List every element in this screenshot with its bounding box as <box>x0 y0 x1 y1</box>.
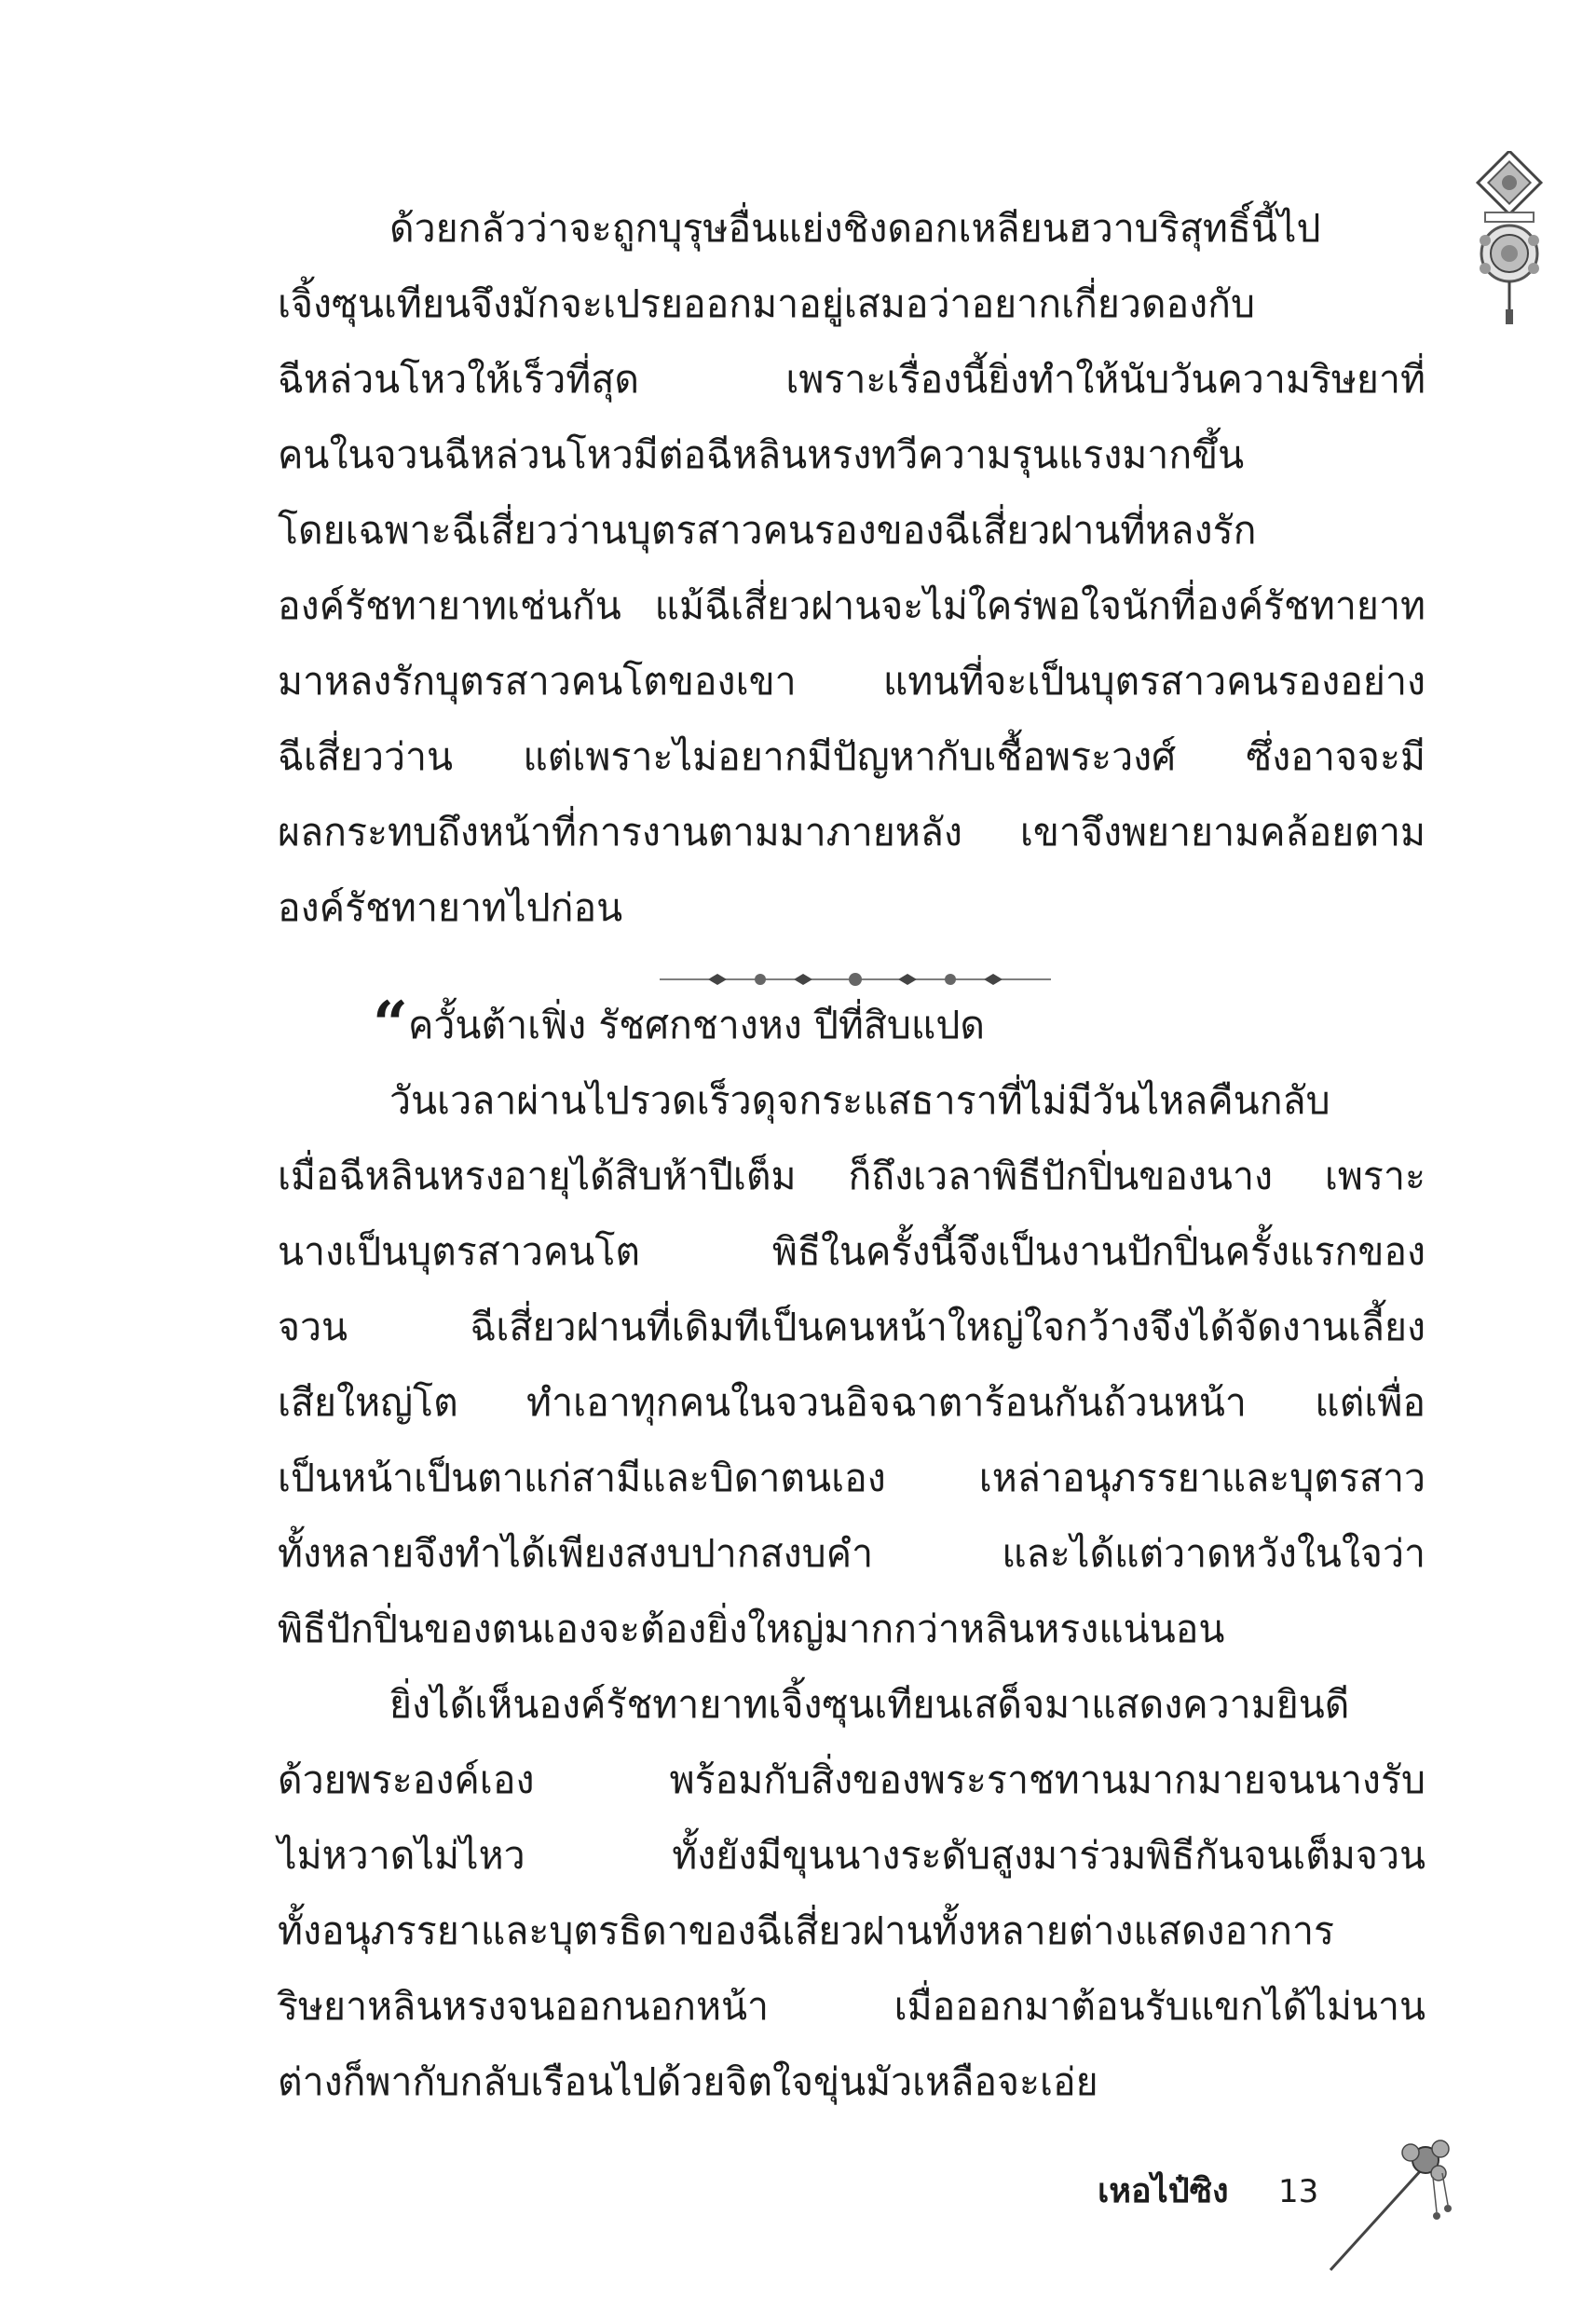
text-line: เจิ้งซุนเทียนจึงมักจะเปรยออกมาอยู่เสมอว่าอยากเกี่ยวดองกับ <box>278 281 1256 326</box>
text-line: ต่างก็พากับกลับเรือนไปด้วยจิตใจขุ่นมัวเหลือจะเอ่ย <box>278 2059 1098 2104</box>
text-line: ฉีเสี่ยวว่าน แต่เพราะไม่อยากมีปัญหากับเชื้อพระวงศ์ ซึ่งอาจจะมี <box>278 734 1425 779</box>
text-line: ผลกระทบถึงหน้าที่การงานตามมาภายหลัง เขาจึงพยายามคล้อยตาม <box>278 810 1425 855</box>
quote-mark: “ <box>373 988 402 1060</box>
text-line: ไม่หวาดไม่ไหว ทั้งยังมีขุนนางระดับสูงมาร่วมพิธีกันจนเต็มจวน <box>278 1833 1425 1878</box>
text-line: เป็นหน้าเป็นตาแก่สามีและบิดาตนเอง เหล่าอนุภรรยาและบุตรสาว <box>278 1456 1425 1500</box>
paragraph-block-bottom <box>278 988 1425 2120</box>
hairpin-ornament-icon <box>1321 2132 1456 2277</box>
text-line: จวน ฉีเสี่ยวฝานที่เดิมทีเป็นคนหน้าใหญ่ใจกว้างจึงได้จัดงานเลี้ยง <box>278 1305 1425 1349</box>
text-line: เมื่อฉีหลินหรงอายุได้สิบห้าปีเต็ม ก็ถึงเวลาพิธีปักปิ่นของนาง เพราะ <box>278 1154 1425 1198</box>
text-line: ริษยาหลินหรงจนออกนอกหน้า เมื่อออกมาต้อนรับแขกได้ไม่นาน <box>278 1984 1425 2029</box>
footer-book-title: เหอไป๋ซิง <box>1098 2172 1229 2210</box>
text-line: วันเวลาผ่านไปรวดเร็วดุจกระแสธาราที่ไม่มีวันไหลคืนกลับ <box>389 1078 1330 1123</box>
text-line: โดยเฉพาะฉีเสี่ยวว่านบุตรสาวคนรองของฉีเสี่ยวฝานที่หลงรัก <box>278 508 1257 553</box>
corner-ornament-icon <box>1472 151 1547 337</box>
page-number: 13 <box>1278 2173 1319 2210</box>
paragraph-block-top <box>278 191 1425 946</box>
text-line: ทั้งหลายจึงทำได้เพียงสงบปากสงบคำ และได้แต่วาดหวังในใจว่า <box>278 1531 1425 1576</box>
text-line: ด้วยพระองค์เอง พร้อมกับสิ่งของพระราชทานมากมายจนนางรับ <box>278 1757 1425 1802</box>
text-line: ทั้งอนุภรรยาและบุตรธิดาของฉีเสี่ยวฝานทั้งหลายต่างแสดงอาการ <box>278 1908 1335 1953</box>
scene-heading-text: ควั้นต้าเฟิ่ง รัชศกชางหง ปีที่สิบแปด <box>407 1003 986 1047</box>
text-line: มาหลงรักบุตรสาวคนโตของเขา แทนที่จะเป็นบุตรสาวคนรองอย่าง <box>278 659 1425 704</box>
text-line: องค์รัชทายาทเช่นกัน แม้ฉีเสี่ยวฝานจะไม่ใคร่พอใจนักที่องค์รัชทายาท <box>278 583 1425 628</box>
text-line: เสียใหญ่โต ทำเอาทุกคนในจวนอิจฉาตาร้อนกันถ้วนหน้า แต่เพื่อ <box>278 1380 1425 1425</box>
text-line: พิธีปักปิ่นของตนเองจะต้องยิ่งใหญ่มากกว่าหลินหรงแน่นอน <box>278 1607 1225 1651</box>
text-line: ด้วยกลัวว่าจะถูกบุรุษอื่นแย่งชิงดอกเหลียนฮวาบริสุทธิ์นี้ไป <box>389 206 1321 251</box>
text-line: ฉีหล่วนโหวให้เร็วที่สุด เพราะเรื่องนี้ยิ่งทำให้นับวันความริษยาที่ <box>278 357 1425 402</box>
scene-heading <box>278 988 1425 1063</box>
text-line: ยิ่งได้เห็นองค์รัชทายาทเจิ้งซุนเทียนเสด็จมาแสดงความยินดี <box>389 1682 1350 1727</box>
text-line: คนในจวนฉีหล่วนโหวมีต่อฉีหลินหรงทวีความรุนแรงมากขึ้น <box>278 432 1245 477</box>
text-line: องค์รัชทายาทไปก่อน <box>278 885 623 930</box>
text-line: นางเป็นบุตรสาวคนโต พิธีในครั้งนี้จึงเป็นงานปักปิ่นครั้งแรกของ <box>278 1229 1425 1274</box>
